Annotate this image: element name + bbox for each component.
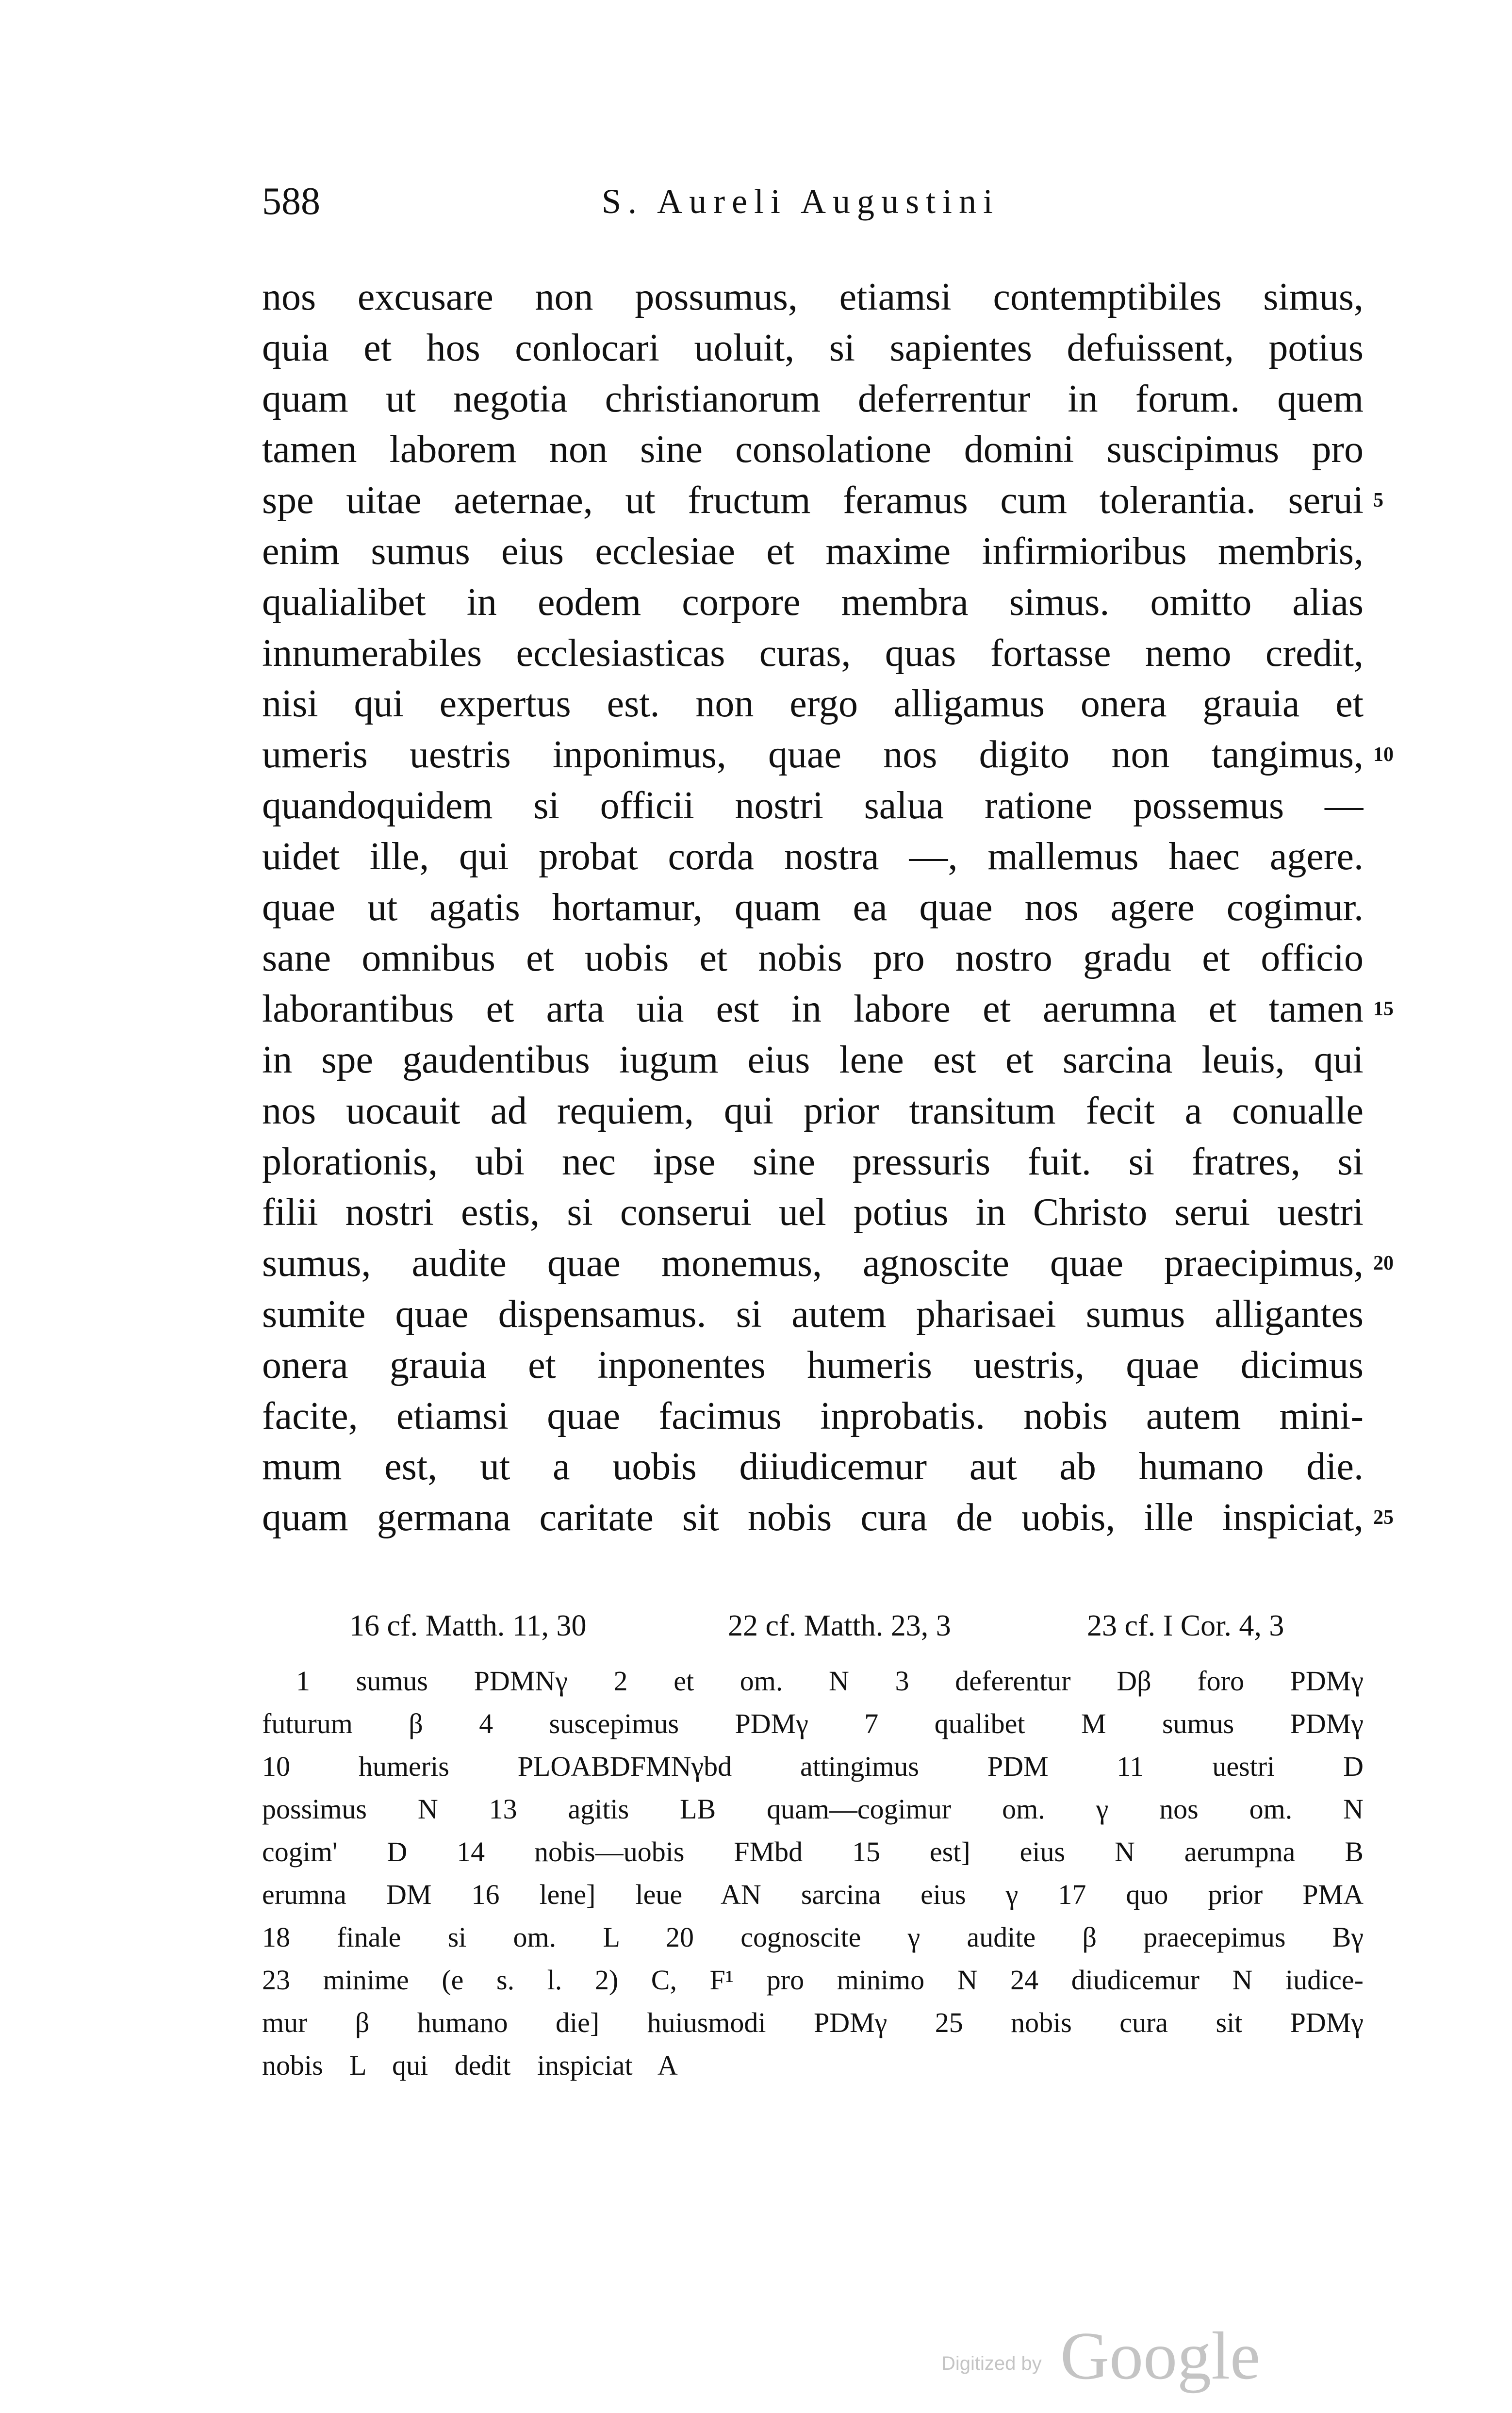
apparatus-line: futurum β 4 suscepimus PDMγ 7 qualibet M sumus PDMγ [262, 1708, 1364, 1739]
running-title: S. Aureli Augustini [602, 182, 1000, 221]
digitized-by-label: Digitized by [941, 2353, 1042, 2374]
apparatus-line: 18 finale si om. L 20 cognoscite γ audite β praecepimus Bγ [262, 1921, 1364, 1953]
line-number: 5 [1373, 489, 1383, 512]
text-line: nos excusare non possumus, etiamsi contemptibiles simus, [262, 276, 1364, 318]
main-text [262, 272, 1394, 1543]
text-line: sumite quae dispensamus. si autem pharisaei sumus alligantes [262, 1292, 1364, 1336]
running-head [262, 175, 1349, 228]
text-line: umeris uestris inponimus, quae nos digito non tangimus, 10 [262, 729, 1364, 780]
text-line: quam ut negotia christianorum deferrentur in forum. quem [262, 377, 1364, 420]
line-number: 25 [1373, 1506, 1394, 1529]
text-line: quia et hos conlocari uoluit, si sapientes defuissent, potius [262, 326, 1364, 369]
text-line: quam germana caritate sit nobis cura de uobis, ille inspiciat, 25 [262, 1492, 1364, 1543]
text-line: nos uocauit ad requiem, qui prior transitum fecit a conualle [262, 1089, 1364, 1132]
apparatus-line: 23 minime (e s. l. 2) C, F¹ pro minimo N 24 diudicemur N iudice- [262, 1964, 1364, 1996]
text-line: facite, etiamsi quae facimus inprobatis. nobis autem mini- [262, 1394, 1364, 1438]
apparatus-line: 10 humeris PLOABDFMNγbd attingimus PDM 11 uestri D [262, 1751, 1364, 1782]
text-line: laborantibus et arta uia est in labore et aerumna et tamen 15 [262, 984, 1364, 1035]
text-line: onera grauia et inponentes humeris uestris, quae dicimus [262, 1343, 1364, 1387]
text-line: spe uitae aeternae, ut fructum feramus cum tolerantia. serui 5 [262, 475, 1364, 526]
apparatus-line: mur β humano die] huiusmodi PDMγ 25 nobis cura sit PDMγ [262, 2007, 1364, 2038]
google-logo: Google [1060, 2318, 1261, 2394]
text-line: nisi qui expertus est. non ergo alligamus onera grauia et [262, 682, 1364, 726]
text-line: quandoquidem si officii nostri salua ratione possemus — [262, 784, 1364, 827]
page-number: 588 [262, 180, 320, 223]
apparatus-line: 1 sumus PDMNγ 2 et om. N 3 deferentur Dβ foro PDMγ [296, 1665, 1364, 1697]
apparatus-line: possimus N 13 agitis LB quam—cogimur om. γ nos om. N [262, 1793, 1364, 1825]
text-line: tamen laborem non sine consolatione domini suscipimus pro [262, 428, 1364, 471]
scripture-references [262, 1604, 1364, 1648]
text-line: enim sumus eius ecclesiae et maxime infirmioribus membris, [262, 529, 1364, 573]
text-line: mum est, ut a uobis diiudicemur aut ab humano die. [262, 1445, 1364, 1488]
text-line: filii nostri estis, si conserui uel potius in Christo serui uestri [262, 1191, 1364, 1234]
line-number: 20 [1373, 1252, 1394, 1275]
reference-note: 23 cf. I Cor. 4, 3 [1087, 1609, 1284, 1642]
text-line: sumus, audite quae monemus, agnoscite quae praecipimus, 20 [262, 1238, 1364, 1289]
text-line: qualialibet in eodem corpore membra simus. omitto alias [262, 580, 1364, 624]
apparatus-line: cogim' D 14 nobis—uobis FMbd 15 est] eius N aerumpna B [262, 1836, 1364, 1868]
text-line: uidet ille, qui probat corda nostra —, mallemus haec agere. [262, 835, 1364, 878]
digitized-watermark [941, 2310, 1281, 2394]
line-number: 15 [1373, 998, 1394, 1021]
reference-note: 22 cf. Matth. 23, 3 [728, 1609, 951, 1642]
critical-apparatus [262, 1660, 1364, 2087]
apparatus-line: erumna DM 16 lene] leue AN sarcina eius γ 17 quo prior PMA [262, 1879, 1364, 1910]
text-line: sane omnibus et uobis et nobis pro nostro gradu et officio [262, 937, 1364, 980]
apparatus-line: nobis L qui dedit inspiciat A [262, 2049, 678, 2081]
text-line: innumerabiles ecclesiasticas curas, quas fortasse nemo credit, [262, 631, 1364, 675]
text-line: plorationis, ubi nec ipse sine pressuris fuit. si fratres, si [262, 1140, 1364, 1183]
reference-note: 16 cf. Matth. 11, 30 [349, 1609, 587, 1642]
text-line: quae ut agatis hortamur, quam ea quae nos agere cogimur. [262, 886, 1364, 929]
line-number: 10 [1373, 744, 1394, 766]
text-line: in spe gaudentibus iugum eius lene est et sarcina leuis, qui [262, 1038, 1364, 1081]
